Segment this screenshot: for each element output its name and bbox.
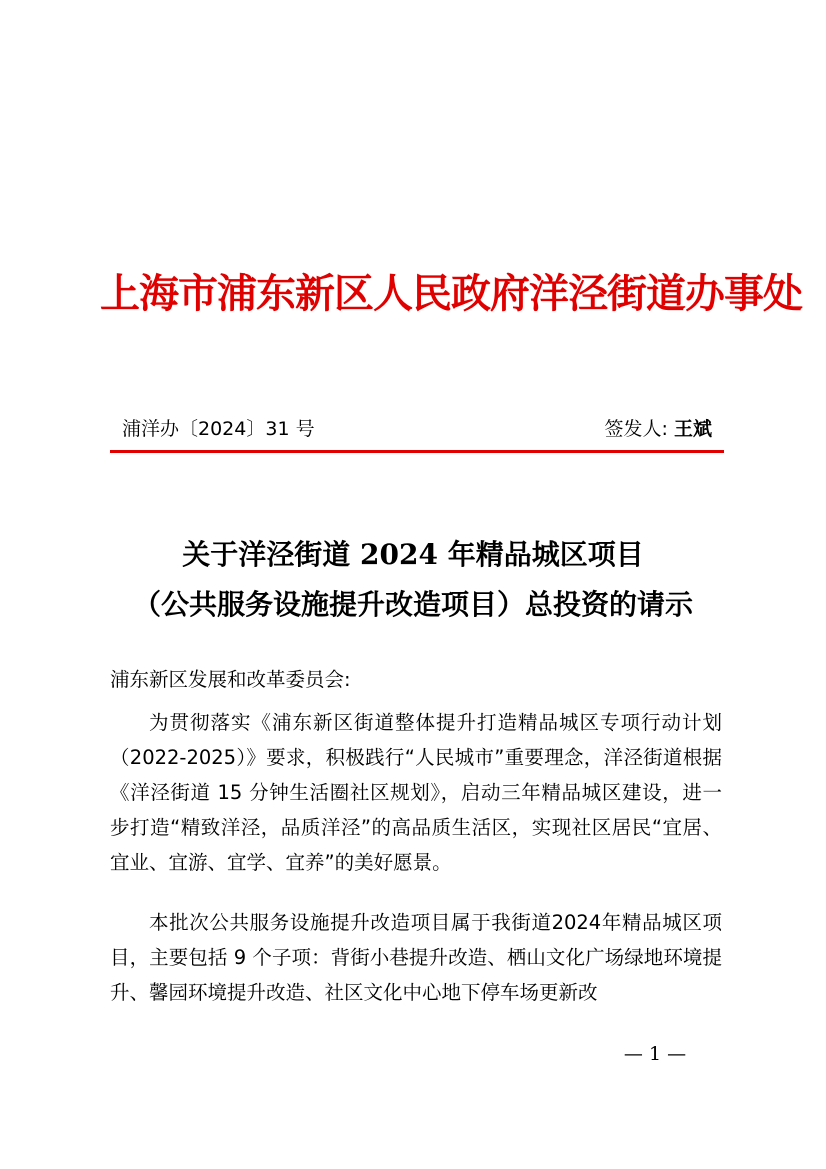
page-number: — 1 — (623, 1043, 687, 1065)
document-title-line-1: 关于洋泾街道 2024 年精品城区项目 (182, 538, 644, 571)
document-info-line (110, 410, 720, 444)
red-separator-line (110, 450, 724, 453)
document-number: 浦洋办〔2024〕31 号 (122, 418, 315, 440)
body-paragraph-2: 本批次公共服务设施提升改造项目属于我街道2024年精品城区项目，主要包括 9 个子项：背街小巷提升改造、栖山文化广场绿地环境提升、馨园环境提升改造、社区文化中心地下停车场更新改 (110, 911, 722, 1004)
salutation: 浦东新区发展和改革委员会: (110, 668, 351, 691)
signer-label: 签发人: (604, 418, 668, 440)
signer (605, 414, 712, 441)
body-paragraph-1: 为贯彻落实《浦东新区街道整体提升打造精品城区专项行动计划（2022-2025）》要求，积极践行“人民城市”重要理念，洋泾街道根据《洋泾街道 15 分钟生活圈社区规划》，启动三年精品城区建设，进一步打造“精致洋泾，品质洋泾”的高品质生活区，实现社区居民“宜居、宜业、宜游、宜学、宜养”的美好愿景。 (110, 711, 722, 874)
signer-name: 王斌 (673, 418, 712, 440)
document-title-line-2: （公共服务设施提升改造项目）总投资的请示 (132, 588, 693, 621)
issuer-header: 上海市浦东新区人民政府洋泾街道办事处 (100, 270, 802, 317)
